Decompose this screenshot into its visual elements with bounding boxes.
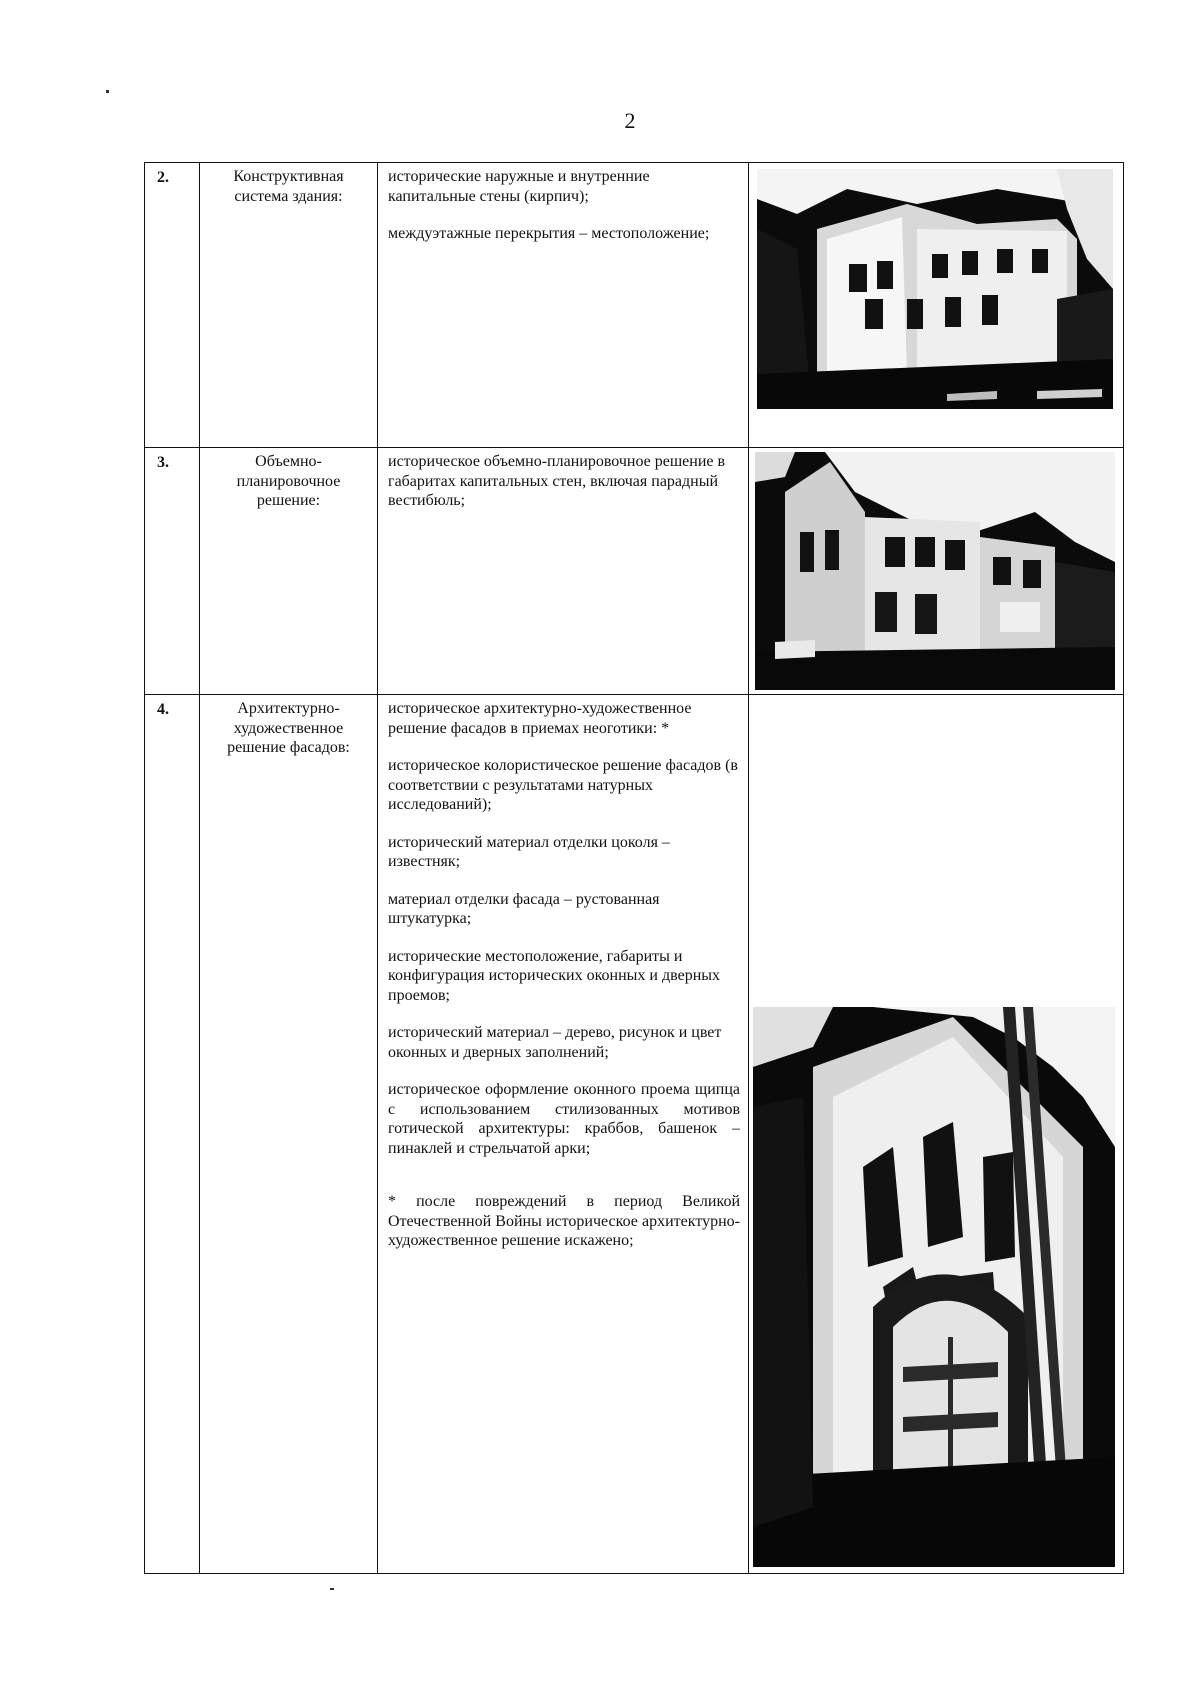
description-paragraph: междуэтажные перекрытия – местоположение; bbox=[388, 225, 710, 243]
page-number: 2 bbox=[624, 108, 636, 133]
building-facade-photo bbox=[757, 169, 1113, 409]
row-name-cell bbox=[200, 163, 378, 447]
footnote-paragraph: * после повреждений в период Великой Отечественной Войны историческое архитектурно-художественное решение искажено; bbox=[388, 1193, 740, 1250]
description-paragraph: историческое колористическое решение фасадов (в соответствии с результатами натурных исследований); bbox=[388, 757, 738, 814]
description-paragraph: историческое оформление оконного проема щипца с использованием стилизованных мотивов готической архитектуры: краббов, башенок – пинаклей и стрельчатой арки; bbox=[388, 1081, 740, 1157]
row-description-cell bbox=[378, 448, 749, 694]
row-name-cell bbox=[200, 695, 378, 1573]
description-paragraph: исторические местоположение, габариты и конфигурация исторических оконных и дверных проемов; bbox=[388, 947, 721, 1004]
row-number-cell bbox=[145, 163, 200, 447]
table-row bbox=[145, 163, 1123, 447]
description-paragraph: исторические наружные и внутренние капитальные стены (кирпич); bbox=[388, 168, 650, 205]
row-name: Архитектурно-художественное решение фасадов: bbox=[227, 700, 350, 757]
row-description bbox=[388, 452, 740, 529]
scan-speck bbox=[330, 1588, 334, 1590]
row-photo-cell bbox=[749, 448, 1123, 694]
description-paragraph: историческое объемно-планировочное решение в габаритах капитальных стен, включая парадный вестибюль; bbox=[388, 453, 726, 510]
row-name: Конструктивная система здания: bbox=[233, 168, 344, 205]
description-paragraph: исторический материал – дерево, рисунок и цвет оконных и дверных заполнений; bbox=[388, 1024, 722, 1061]
row-number: 4. bbox=[157, 701, 169, 718]
row-number-cell bbox=[145, 695, 200, 1573]
description-paragraph: историческое архитектурно-художественное решение фасадов в приемах неоготики: * bbox=[388, 700, 692, 737]
row-number: 2. bbox=[157, 169, 169, 186]
row-description bbox=[388, 699, 740, 1269]
row-description-cell bbox=[378, 695, 749, 1573]
row-number-cell bbox=[145, 448, 200, 694]
gothic-gable-photo bbox=[753, 1007, 1115, 1567]
row-description bbox=[388, 167, 740, 262]
row-name: Объемно-планировочное решение: bbox=[236, 453, 341, 510]
row-name-cell bbox=[200, 448, 378, 694]
description-paragraph: материал отделки фасада – рустованная штукатурка; bbox=[388, 890, 660, 928]
heritage-table bbox=[144, 162, 1124, 1574]
table-row bbox=[145, 447, 1123, 694]
building-corner-photo bbox=[755, 452, 1115, 690]
row-number: 3. bbox=[157, 454, 169, 471]
table-row bbox=[145, 694, 1123, 1573]
row-photo-cell bbox=[749, 163, 1123, 447]
row-photo-cell bbox=[749, 695, 1123, 1573]
row-description-cell bbox=[378, 163, 749, 447]
scan-speck bbox=[106, 90, 109, 93]
description-paragraph: исторический материал отделки цоколя – известняк; bbox=[388, 833, 670, 871]
